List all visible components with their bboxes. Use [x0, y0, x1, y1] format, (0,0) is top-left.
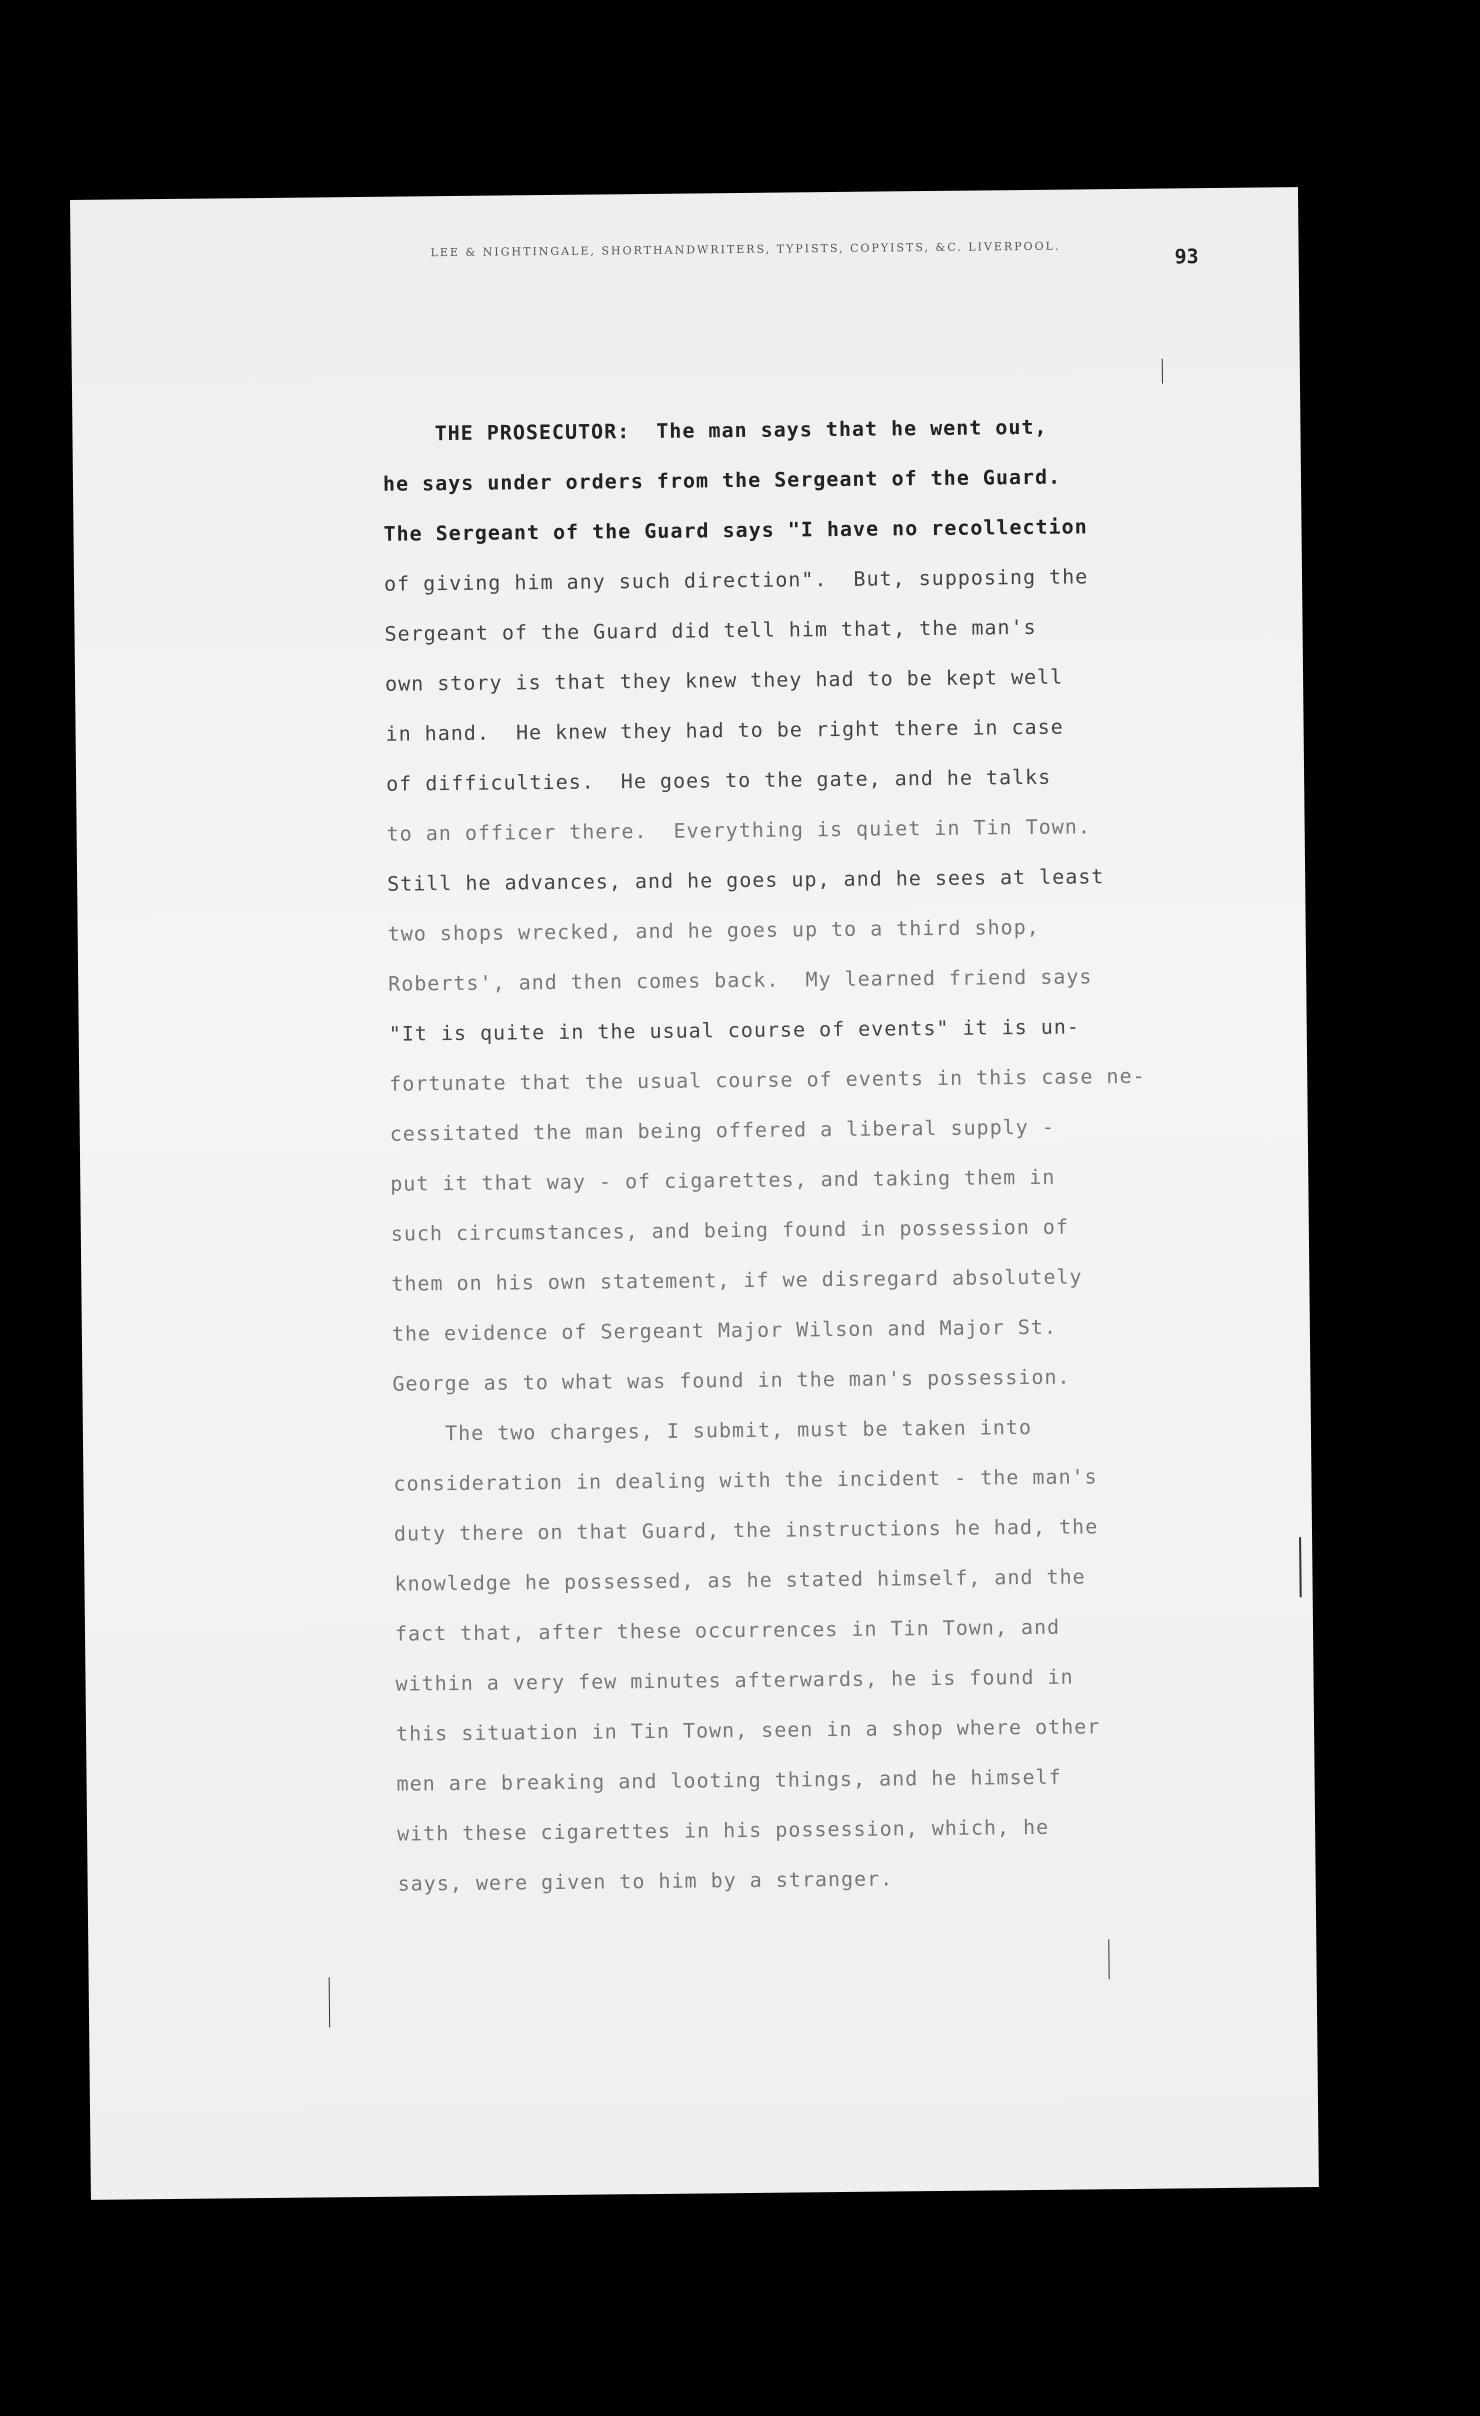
page-header: LEE & NIGHTINGALE, SHORTHANDWRITERS, TYPISTS, COPYISTS, &C. LIVERPOOL. [430, 239, 1061, 260]
text-line: fact that, after these occurrences in Tin Town, and [394, 1614, 1061, 1646]
scan-artifact-line [1108, 1939, 1109, 1979]
transcript-body [382, 400, 1248, 1909]
text-line: two shops wrecked, and he goes up to a third shop, [387, 914, 1040, 946]
text-line: he says under orders from the Sergeant of the Guard. [382, 464, 1062, 496]
text-line: The Sergeant of the Guard says "I have no recollection [383, 514, 1088, 546]
text-line: duty there on that Guard, the instructions he had, the [393, 1514, 1099, 1546]
text-line: The two charges, I submit, must be taken into [392, 1414, 1033, 1446]
text-line: knowledge he possessed, as he stated himself, and the [394, 1564, 1086, 1596]
text-line: own story is that they knew they had to be kept well [384, 664, 1064, 696]
text-line: to an officer there. Everything is quiet in Tin Town. [386, 814, 1091, 846]
text-line: men are breaking and looting things, and he himself [396, 1764, 1062, 1796]
text-line: fortunate that the usual course of events in this case ne- [389, 1063, 1146, 1096]
page-number: 93 [1174, 244, 1199, 269]
text-line: the evidence of Sergeant Major Wilson and Major St. [391, 1314, 1058, 1346]
text-line: within a very few minutes afterwards, he is found in [395, 1664, 1074, 1696]
text-line: of giving him any such direction". But, supposing the [383, 564, 1089, 596]
text-line: Sergeant of the Guard did tell him that, the man's [384, 614, 1037, 646]
text-line: of difficulties. He goes to the gate, and he talks [386, 764, 1052, 796]
text-line: this situation in Tin Town, seen in a shop where other [395, 1714, 1101, 1746]
text-line: Still he advances, and he goes up, and he sees at least [387, 864, 1105, 896]
text-line: Roberts', and then comes back. My learned friend says [388, 964, 1093, 996]
text-line: them on his own statement, if we disregard absolutely [391, 1264, 1083, 1296]
text-line: put it that way - of cigarettes, and taking them in [390, 1164, 1056, 1196]
scan-artifact-line [1162, 359, 1163, 384]
scan-artifact-line [1299, 1537, 1302, 1597]
text-line: consideration in dealing with the incident - the man's [393, 1464, 1098, 1496]
text-line: THE PROSECUTOR: The man says that he went out, [382, 414, 1048, 446]
scan-artifact-line [329, 1977, 331, 2027]
text-line: in hand. He knew they had to be right there in case [385, 714, 1064, 746]
text-line: such circumstances, and being found in possession of [390, 1214, 1070, 1246]
text-line: with these cigarettes in his possession, which, he [396, 1814, 1050, 1846]
text-line: says, were given to him by a stranger. [397, 1866, 894, 1896]
text-line: George as to what was found in the man's possession. [392, 1364, 1071, 1396]
text-line: "It is quite in the usual course of events" it is un- [388, 1014, 1081, 1046]
text-line: cessitated the man being offered a liberal supply - [389, 1114, 1055, 1146]
document-page [70, 187, 1319, 2200]
